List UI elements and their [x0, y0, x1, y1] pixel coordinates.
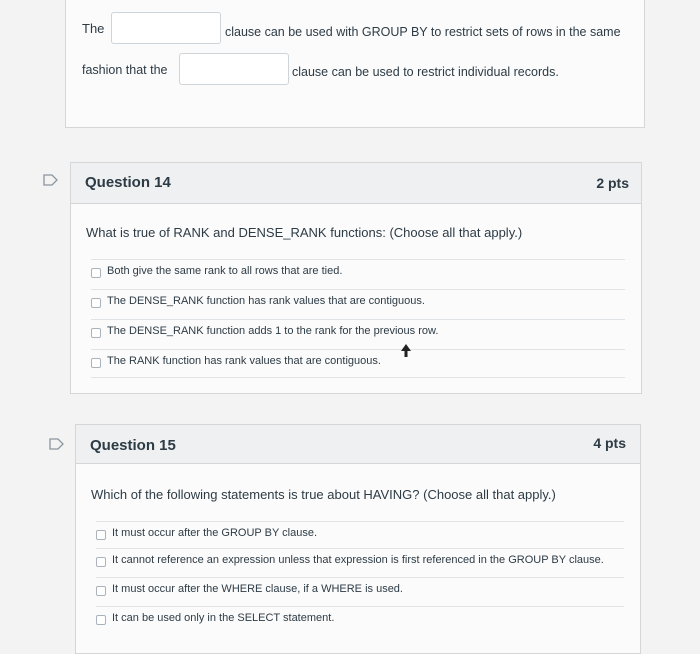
q14-answer-label: The DENSE_RANK function adds 1 to the rank for the previous row. [107, 325, 439, 337]
q15-answer-option[interactable] [96, 521, 624, 550]
question-14-answer-list [91, 259, 625, 381]
q14-checkbox-1[interactable] [91, 268, 101, 278]
q14-answer-label: The RANK function has rank values that are contiguous. [107, 355, 381, 367]
q14-checkbox-2[interactable] [91, 298, 101, 308]
question-14-header [71, 163, 641, 204]
question-15-card [75, 424, 641, 654]
q14-answer-label: Both give the same rank to all rows that are tied. [107, 265, 343, 277]
question-15-prompt: Which of the following statements is true about HAVING? (Choose all that apply.) [91, 487, 556, 502]
q14-checkbox-4[interactable] [91, 358, 101, 368]
question-14-card [70, 162, 642, 394]
q15-checkbox-1[interactable] [96, 530, 106, 540]
q13-blank-1-input[interactable] [111, 12, 221, 44]
q15-answer-label: It must occur after the WHERE clause, if a WHERE is used. [112, 583, 403, 595]
q13-line2-after: clause can be used to restrict individual records. [292, 65, 559, 79]
q15-checkbox-2[interactable] [96, 557, 106, 567]
question-15-flag-icon[interactable] [49, 438, 65, 450]
q15-answer-option[interactable] [96, 577, 624, 606]
q14-answer-option[interactable] [91, 349, 625, 378]
mouse-cursor-icon [400, 344, 412, 358]
q13-line2-before: fashion that the [82, 63, 168, 77]
q14-answer-label: The DENSE_RANK function has rank values that are contiguous. [107, 295, 425, 307]
q14-answer-option[interactable] [91, 289, 625, 318]
question-14-prompt: What is true of RANK and DENSE_RANK functions: (Choose all that apply.) [86, 225, 523, 240]
question-15-answer-list [96, 521, 624, 651]
question-14-flag-icon[interactable] [43, 174, 59, 186]
q15-answer-label: It must occur after the GROUP BY clause. [112, 527, 318, 539]
q14-answer-option[interactable] [91, 259, 625, 288]
question-15-points: 4 pts [593, 435, 626, 451]
question-15-header [76, 425, 640, 464]
q15-answer-label: It can be used only in the SELECT statement. [112, 612, 335, 624]
q14-answer-option[interactable] [91, 319, 625, 348]
q15-checkbox-4[interactable] [96, 615, 106, 625]
question-14-title: Question 14 [85, 174, 171, 191]
q15-checkbox-3[interactable] [96, 586, 106, 596]
question-13-card [65, 0, 645, 128]
q13-line1-after: clause can be used with GROUP BY to restrict sets of rows in the same [225, 25, 621, 39]
q15-answer-label: It cannot reference an expression unless that expression is first referenced in the GROUP BY clause. [112, 554, 604, 566]
q15-answer-option[interactable] [96, 548, 624, 577]
q15-answer-option[interactable] [96, 606, 624, 635]
question-14-points: 2 pts [596, 175, 629, 191]
q13-line1-before: The [82, 21, 105, 36]
q13-blank-2-input[interactable] [179, 53, 289, 85]
question-15-title: Question 15 [90, 437, 176, 454]
q14-checkbox-3[interactable] [91, 328, 101, 338]
